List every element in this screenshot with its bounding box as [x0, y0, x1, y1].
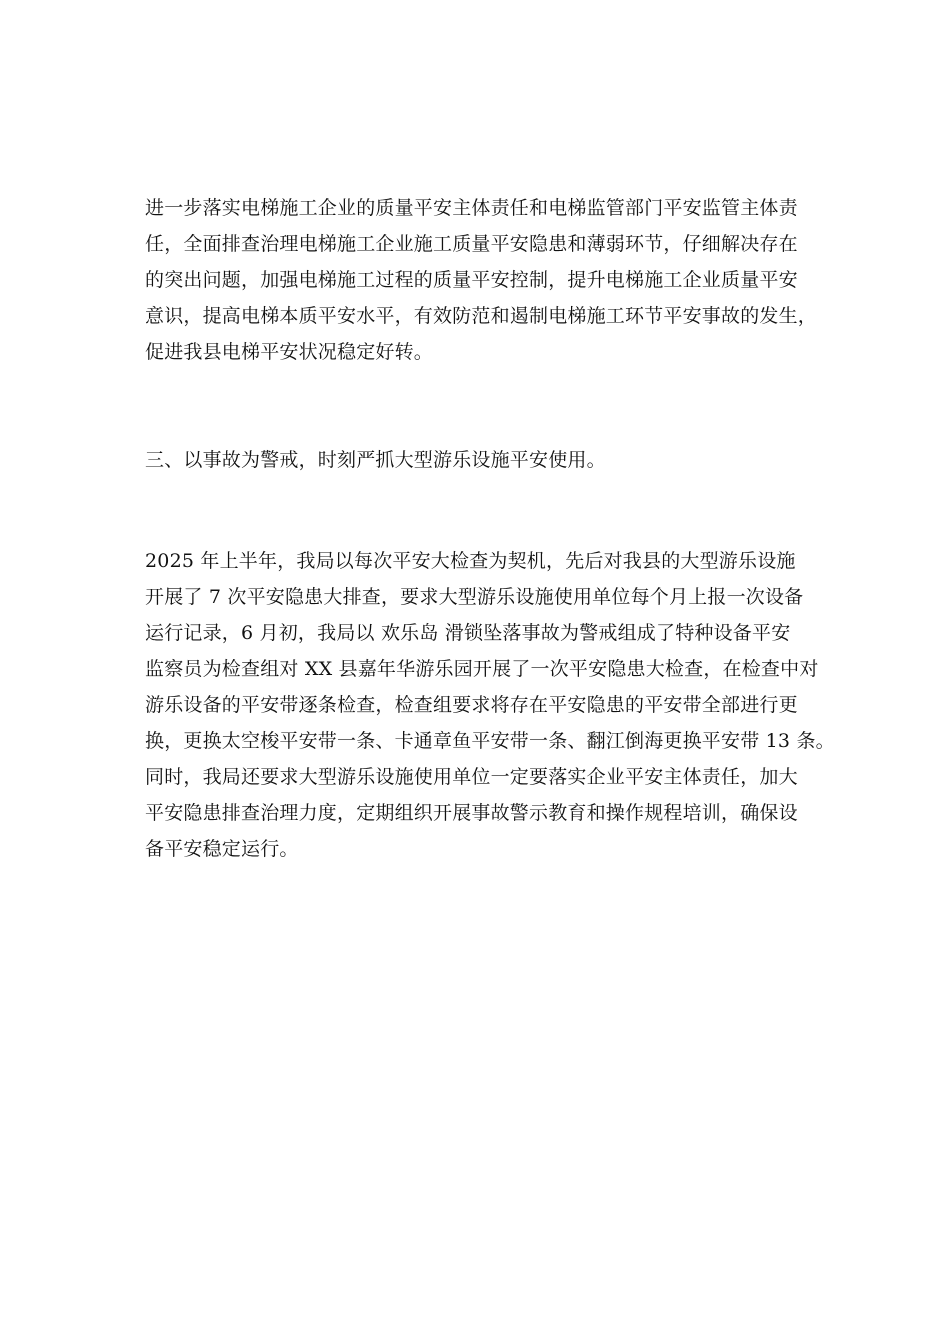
paragraph-line: 促进我县电梯平安状况稳定好转。 [145, 341, 434, 363]
paragraph-line: 进一步落实电梯施工企业的质量平安主体责任和电梯监管部门平安监管主体责 [145, 197, 798, 219]
paragraph-line: 监察员为检查组对 XX 县嘉年华游乐园开展了一次平安隐患大检查，在检查中对 [145, 658, 819, 680]
paragraph-line: 2025 年上半年，我局以每次平安大检查为契机，先后对我县的大型游乐设施 [145, 550, 796, 572]
section-heading: 三、以事故为警戒，时刻严抓大型游乐设施平安使用。 [145, 449, 606, 471]
paragraph-line: 游乐设备的平安带逐条检查，检查组要求将存在平安隐患的平安带全部进行更 [145, 694, 798, 716]
paragraph-line: 平安隐患排查治理力度，定期组织开展事故警示教育和操作规程培训，确保设 [145, 802, 798, 824]
paragraph-line: 开展了 7 次平安隐患大排查，要求大型游乐设施使用单位每个月上报一次设备 [145, 586, 804, 608]
paragraph-line: 的突出问题，加强电梯施工过程的质量平安控制，提升电梯施工企业质量平安 [145, 269, 798, 291]
paragraph-line: 运行记录，6 月初，我局以 欢乐岛 滑锁坠落事故为警戒组成了特种设备平安 [145, 622, 791, 644]
paragraph-line: 同时，我局还要求大型游乐设施使用单位一定要落实企业平安主体责任，加大 [145, 766, 798, 788]
paragraph-line: 意识，提高电梯本质平安水平，有效防范和遏制电梯施工环节平安事故的发生， [145, 305, 818, 327]
paragraph-line: 任，全面排查治理电梯施工企业施工质量平安隐患和薄弱环节，仔细解决存在 [145, 233, 798, 255]
paragraph-line: 备平安稳定运行。 [145, 838, 299, 860]
paragraph-line: 换，更换太空梭平安带一条、卡通章鱼平安带一条、翻江倒海更换平安带 13 条。 [145, 730, 835, 752]
